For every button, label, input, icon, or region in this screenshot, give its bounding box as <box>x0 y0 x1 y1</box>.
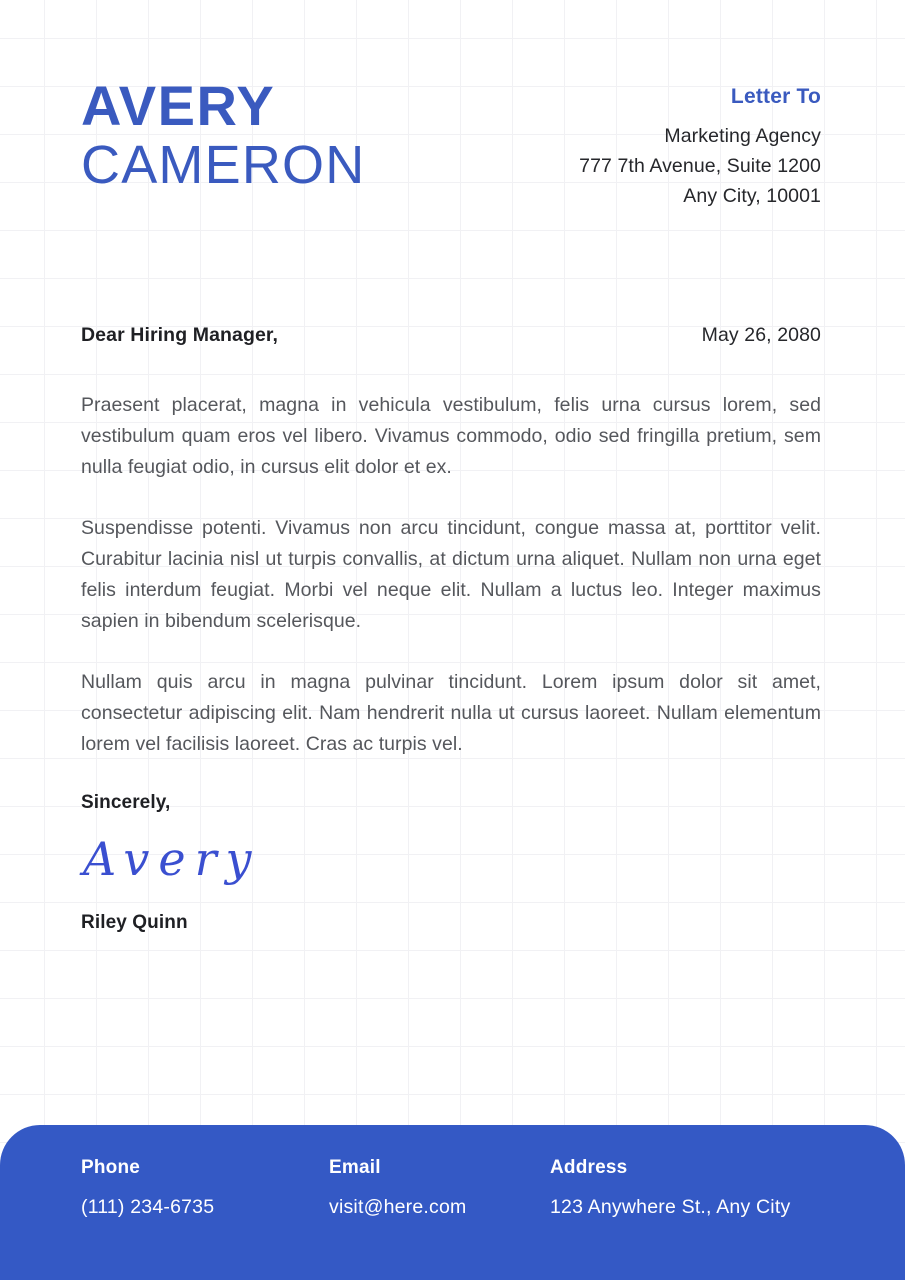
salutation: Dear Hiring Manager, <box>81 324 279 347</box>
closing-text: Sincerely, <box>81 792 171 814</box>
phone-value[interactable]: (111) 234-6735 <box>81 1196 215 1218</box>
footer-column-address <box>550 1157 790 1219</box>
footer-column-phone <box>81 1157 329 1219</box>
letter-body <box>0 211 905 1280</box>
sender-printed-name: Riley Quinn <box>81 912 188 934</box>
email-label: Email <box>329 1157 381 1178</box>
salutation-row <box>81 324 821 347</box>
address-label: Address <box>550 1157 628 1178</box>
letter-paragraph: Suspendisse potenti. Vivamus non arcu tincidunt, congue massa at, porttitor velit. Curabitur lacinia nisl ut turpis convallis, at dictum urna aliquet. Nullam non urna eget felis interdum feugiat. Morbi vel neque elit. Nullam a luctus leo. Integer maximus sapien in bibendum scelerisque. <box>81 517 821 633</box>
recipient-heading: Letter To <box>730 85 821 108</box>
letter-header <box>0 0 905 211</box>
letter-date: May 26, 2080 <box>701 324 821 347</box>
address-value: 123 Anywhere St., Any City <box>550 1196 791 1218</box>
footer-column-email <box>329 1157 550 1219</box>
letter-paragraph: Nullam quis arcu in magna pulvinar tincidunt. Lorem ipsum dolor sit amet, consectetur adipiscing elit. Nam hendrerit nulla ut cursus laoreet. Nullam elementum lorem vel facilisis laoreet. Cras ac turpis vel. <box>81 671 821 756</box>
sender-last-name: CAMERON <box>81 135 366 196</box>
recipient-street: 777 7th Avenue, Suite 1200 <box>579 155 821 178</box>
letter-paragraphs <box>81 390 821 760</box>
handwritten-signature: Avery <box>83 832 261 887</box>
recipient-block <box>579 78 821 211</box>
email-value[interactable]: visit@here.com <box>329 1196 467 1218</box>
contact-footer <box>0 1125 905 1280</box>
contact-footer-columns <box>0 1157 905 1219</box>
recipient-city: Any City, 10001 <box>683 185 821 208</box>
letter-paragraph: Praesent placerat, magna in vehicula vestibulum, felis urna cursus lorem, sed vestibulum quam eros vel libero. Vivamus commodo, odio sed fringilla pretium, sem nulla feugiat odio, in cursus elit dolor et ex. <box>81 394 821 479</box>
phone-label: Phone <box>81 1157 141 1178</box>
sender-name-block <box>81 74 366 196</box>
sender-first-name: AVERY <box>81 74 276 137</box>
letter-signoff <box>81 792 821 934</box>
recipient-company: Marketing Agency <box>664 125 821 147</box>
